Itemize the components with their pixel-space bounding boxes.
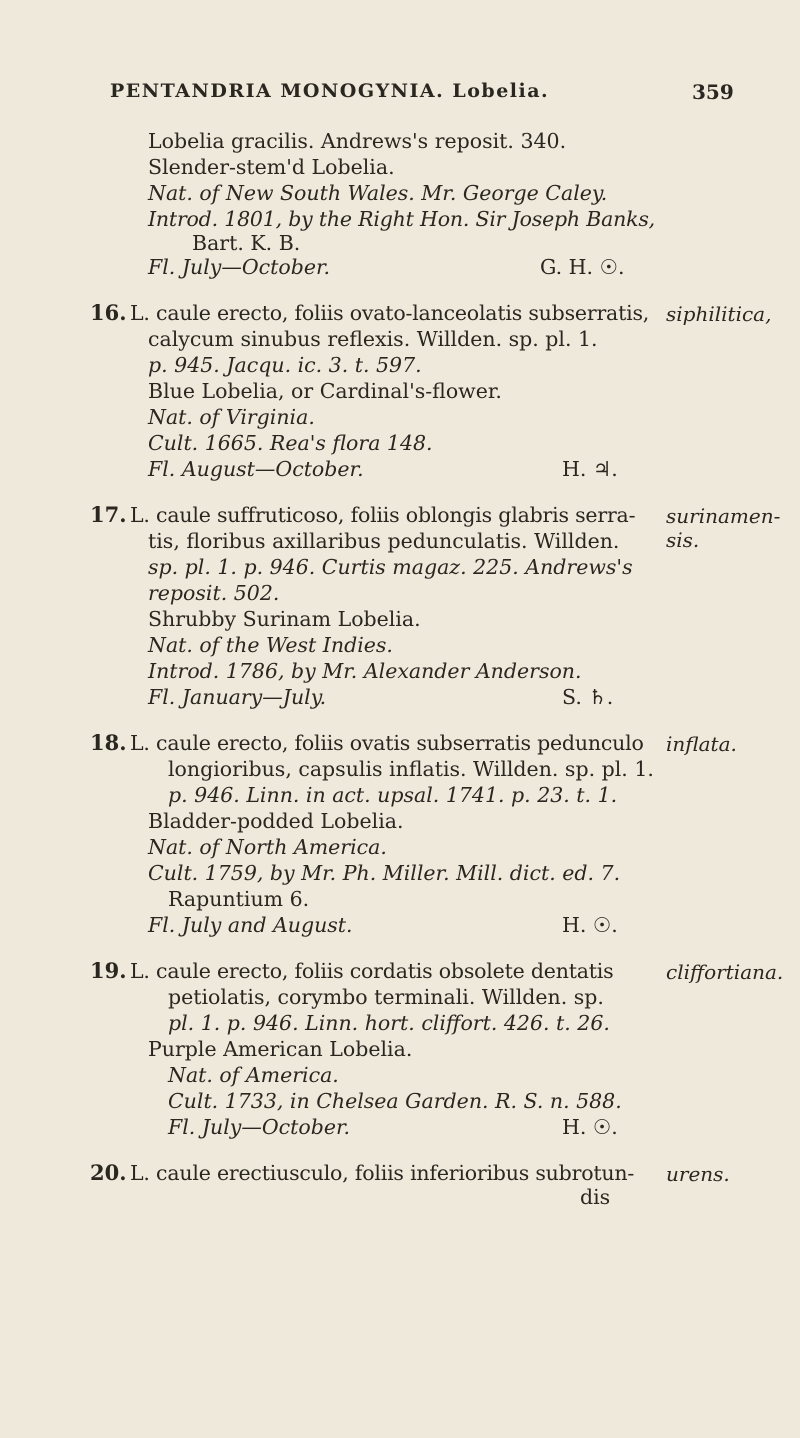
entry-line: L. caule erectiusculo, foliis inferioribus subrotun- xyxy=(130,1161,635,1185)
entry-number: 18. xyxy=(90,730,127,755)
entry-line: Nat. of North America. xyxy=(148,835,387,859)
intro-line-2: Slender-stem'd Lobelia. xyxy=(148,155,395,179)
entry-line: Nat. of the West Indies. xyxy=(148,633,393,657)
intro-line-3: Nat. of New South Wales. Mr. George Caley. xyxy=(148,181,608,205)
entry-line: Purple American Lobelia. xyxy=(148,1037,413,1061)
page-number: 359 xyxy=(692,80,734,104)
entry-habit: S. ♄. xyxy=(562,685,614,709)
entry-line: p. 946. Linn. in act. upsal. 1741. p. 23. t. 1. xyxy=(168,783,618,807)
entry-line: dis xyxy=(580,1185,611,1209)
entry-line: p. 945. Jacqu. ic. 3. t. 597. xyxy=(148,353,422,377)
entry-line: Cult. 1665. Rea's flora 148. xyxy=(148,431,433,455)
entry-habit: H. ☉. xyxy=(562,1115,618,1139)
entry-number: 17. xyxy=(90,502,127,527)
intro-habit: G. H. ☉. xyxy=(540,255,625,279)
entry-flowering: Fl. August—October. xyxy=(148,457,364,481)
entry-epithet: siphilitica, xyxy=(666,302,772,326)
entry-line: pl. 1. p. 946. Linn. hort. cliffort. 426. t. 26. xyxy=(168,1011,610,1035)
running-header xyxy=(0,80,800,114)
intro-line-4: Introd. 1801, by the Right Hon. Sir Joseph Banks, xyxy=(148,207,655,231)
entry-line: L. caule suffruticoso, foliis oblongis glabris serra- xyxy=(130,503,636,527)
entry-line: Rapuntium 6. xyxy=(168,887,310,911)
intro-line-5: Bart. K. B. xyxy=(192,231,301,255)
entry-line: Nat. of America. xyxy=(168,1063,339,1087)
entry-line: Shrubby Surinam Lobelia. xyxy=(148,607,421,631)
entry-line: Nat. of Virginia. xyxy=(148,405,315,429)
entry-epithet: cliffortiana. xyxy=(666,960,784,984)
entry-number: 19. xyxy=(90,958,127,983)
entry-epithet-cont: sis. xyxy=(666,528,700,552)
entry-line: Bladder-podded Lobelia. xyxy=(148,809,404,833)
entry-line: calycum sinubus reflexis. Willden. sp. pl. 1. xyxy=(148,327,598,351)
entry-line: reposit. 502. xyxy=(148,581,280,605)
intro-line-1: Lobelia gracilis. Andrews's reposit. 340. xyxy=(148,129,567,153)
entry-line: Blue Lobelia, or Cardinal's-flower. xyxy=(148,379,502,403)
entry-flowering: Fl. July and August. xyxy=(148,913,353,937)
running-title: PENTANDRIA MONOGYNIA. Lobelia. xyxy=(110,80,550,102)
entry-epithet: surinamen- xyxy=(666,504,781,528)
entry-line: L. caule erecto, foliis ovato-lanceolatis subserratis, xyxy=(130,301,650,325)
entry-line: longioribus, capsulis inflatis. Willden. sp. pl. 1. xyxy=(168,757,654,781)
entry-line: sp. pl. 1. p. 946. Curtis magaz. 225. Andrews's xyxy=(148,555,633,579)
entry-line: L. caule erecto, foliis cordatis obsolete dentatis xyxy=(130,959,614,983)
intro-flowering: Fl. July—October. xyxy=(148,255,331,279)
entry-number: 20. xyxy=(90,1160,127,1185)
entry-line: Introd. 1786, by Mr. Alexander Anderson. xyxy=(148,659,582,683)
entry-number: 16. xyxy=(90,300,127,325)
entry-habit: H. ☉. xyxy=(562,913,618,937)
entry-epithet: inflata. xyxy=(666,732,737,756)
entry-line: tis, floribus axillaribus pedunculatis. Willden. xyxy=(148,529,620,553)
entry-line: petiolatis, corymbo terminali. Willden. sp. xyxy=(168,985,604,1009)
entry-flowering: Fl. January—July. xyxy=(148,685,327,709)
entry-flowering: Fl. July—October. xyxy=(168,1115,351,1139)
entry-line: Cult. 1759, by Mr. Ph. Miller. Mill. dict. ed. 7. xyxy=(148,861,621,885)
entry-line: Cult. 1733, in Chelsea Garden. R. S. n. 588. xyxy=(168,1089,622,1113)
entry-epithet: urens. xyxy=(666,1162,730,1186)
entry-line: L. caule erecto, foliis ovatis subserratis pedunculo xyxy=(130,731,644,755)
entry-habit: H. ♃. xyxy=(562,457,618,481)
